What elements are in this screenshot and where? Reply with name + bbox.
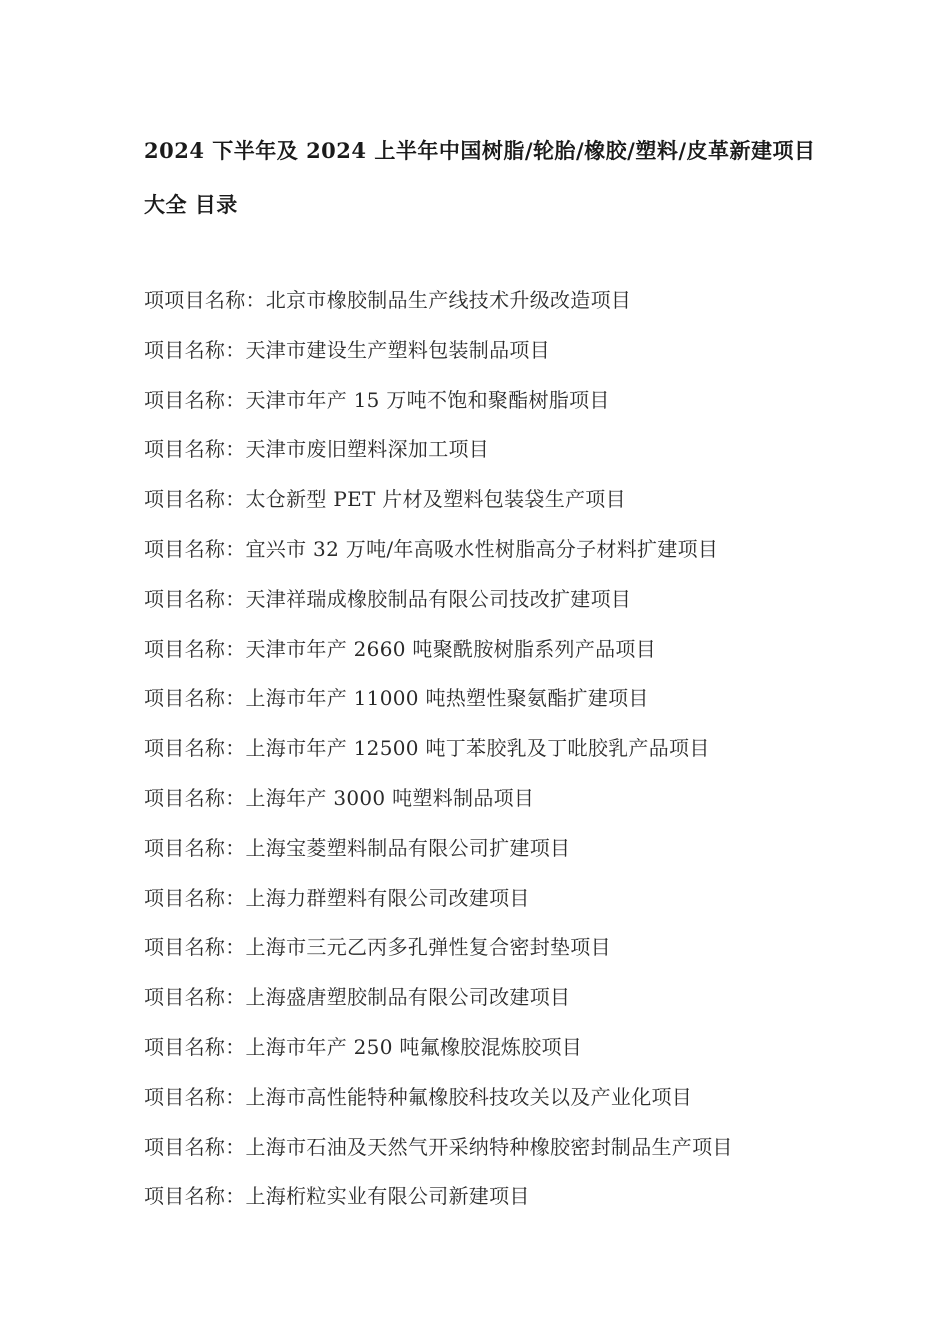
table-of-contents: [144, 276, 844, 1222]
toc-item: 项目名称：天津祥瑞成橡胶制品有限公司技改扩建项目: [144, 586, 632, 611]
toc-item: 项目名称：上海市年产 11000 吨热塑性聚氨酯扩建项目: [144, 686, 649, 711]
toc-item: 项目名称：天津市年产 2660 吨聚酰胺树脂系列产品项目: [144, 636, 657, 661]
toc-item: 项目名称：上海市年产 12500 吨丁苯胶乳及丁吡胶乳产品项目: [144, 736, 710, 761]
toc-item: 项目名称：上海桁粒实业有限公司新建项目: [144, 1184, 530, 1209]
toc-item: 项目名称：上海市石油及天然气开采纳特种橡胶密封制品生产项目: [144, 1134, 733, 1159]
toc-item: 项目名称：上海年产 3000 吨塑料制品项目: [144, 785, 535, 810]
document-title: [144, 124, 824, 232]
document-title-line-2: 大全 目录: [144, 192, 238, 217]
toc-item: 项目名称：上海宝菱塑料制品有限公司扩建项目: [144, 835, 571, 860]
toc-item: 项目名称：天津市废旧塑料深加工项目: [144, 437, 490, 462]
toc-item: 项目名称：天津市建设生产塑料包装制品项目: [144, 337, 550, 362]
toc-item: 项目名称：宜兴市 32 万吨/年高吸水性树脂高分子材料扩建项目: [144, 536, 719, 561]
toc-item: 项目名称：上海市年产 250 吨氟橡胶混炼胶项目: [144, 1034, 583, 1059]
toc-item: 项项目名称：北京市橡胶制品生产线技术升级改造项目: [144, 288, 632, 312]
toc-item: 项目名称：太仓新型 PET 片材及塑料包装袋生产项目: [144, 487, 626, 512]
toc-item: 项目名称：上海力群塑料有限公司改建项目: [144, 885, 530, 910]
toc-item: 项目名称：上海市高性能特种氟橡胶科技攻关以及产业化项目: [144, 1084, 693, 1109]
toc-item: 项目名称：上海市三元乙丙多孔弹性复合密封垫项目: [144, 935, 611, 960]
toc-item: 项目名称：上海盛唐塑胶制品有限公司改建项目: [144, 985, 571, 1010]
document-title-line-1: 2024 下半年及 2024 上半年中国树脂/轮胎/橡胶/塑料/皮革新建项目: [144, 138, 816, 163]
toc-item: 项目名称：天津市年产 15 万吨不饱和聚酯树脂项目: [144, 387, 610, 412]
